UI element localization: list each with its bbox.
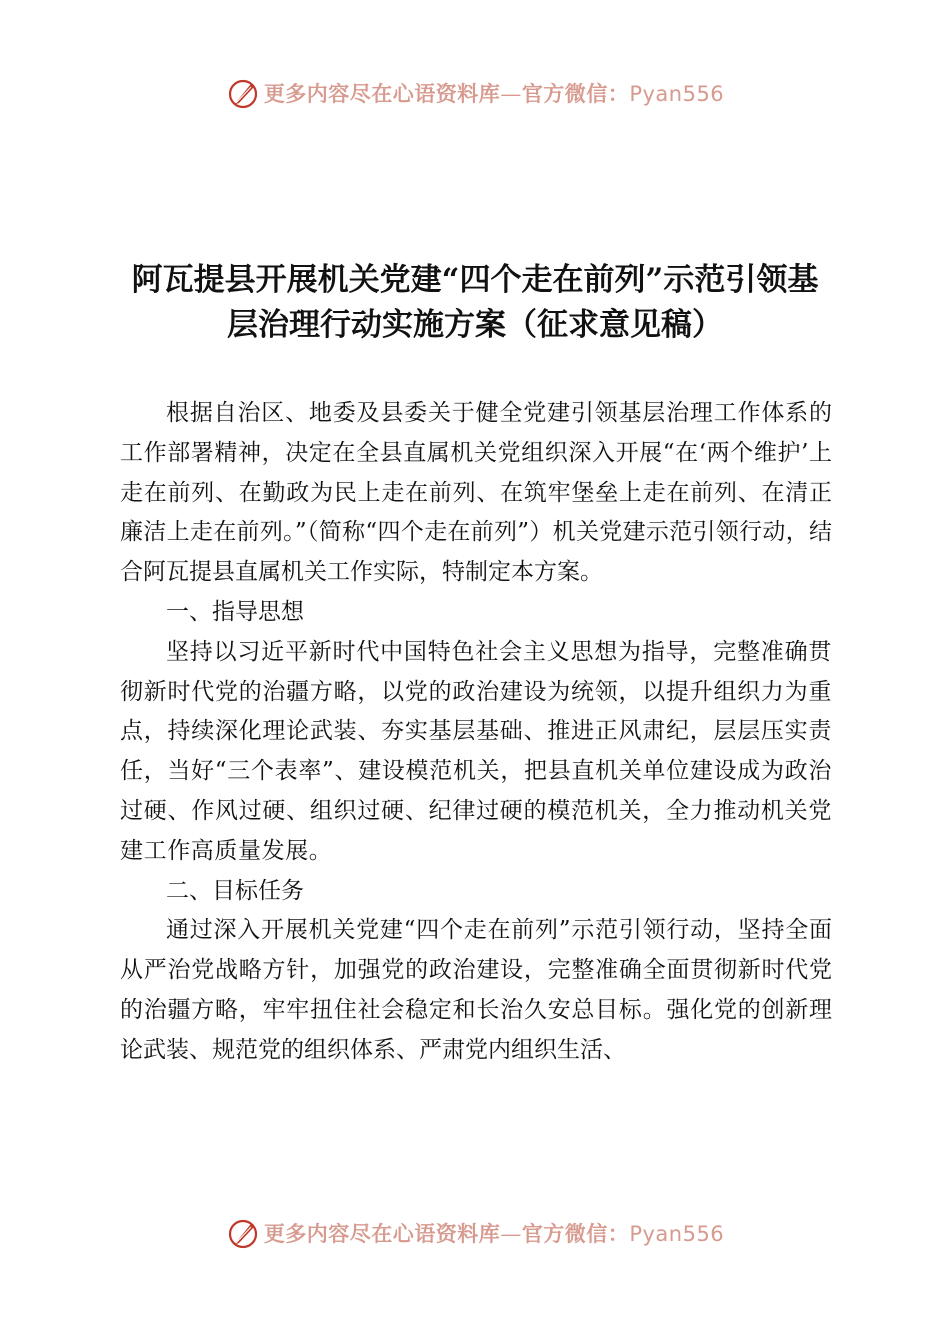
- section-heading-guiding-ideology: 一、指导思想: [166, 598, 304, 625]
- red-feather-pen-icon: [226, 76, 260, 110]
- watermark-wechat-id: Pyan556: [629, 1222, 725, 1246]
- title-line-2: 层治理行动实施方案（征求意见稿）: [227, 307, 723, 343]
- footer-watermark: [0, 1211, 950, 1255]
- guiding-ideology-paragraph: 坚持以习近平新时代中国特色社会主义思想为指导，完整准确贯彻新时代党的治疆方略，以党的政治建设为统领，以提升组织力为重点，持续深化理论武装、夯实基层基础、推进正风肃纪，层层压实责任，当好“三个表率”、建设模范机关，把县直机关单位建设成为政治过硬、作风过硬、组织过硬、纪律过硬的模范机关，全力推动机关党建工作高质量发展。: [120, 638, 832, 864]
- goals-tasks-paragraph: 通过深入开展机关党建“四个走在前列”示范引领行动，坚持全面从严治党战略方针，加强党的政治建设，完整准确全面贯彻新时代党的治疆方略，牢牢扭住社会稳定和长治久安总目标。强化党的创新理论武装、规范党的组织体系、严肃党内组织生活、: [120, 917, 832, 1063]
- red-feather-pen-icon: [226, 1216, 260, 1250]
- watermark-separator: —: [500, 82, 522, 106]
- document-body: [120, 394, 832, 1071]
- watermark-site: 更多内容尽在心语资料库: [263, 81, 501, 106]
- watermark-label: 官方微信：: [521, 81, 630, 106]
- title-line-1: 阿瓦提县开展机关党建“四个走在前列”示范引领基: [131, 262, 819, 298]
- watermark-site: 更多内容尽在心语资料库: [263, 1221, 501, 1246]
- watermark-label: 官方微信：: [521, 1221, 630, 1246]
- document-title: [90, 258, 860, 348]
- section-heading-goals-tasks: 二、目标任务: [166, 877, 304, 904]
- intro-paragraph: 根据自治区、地委及县委关于健全党建引领基层治理工作体系的工作部署精神，决定在全县直属机关党组织深入开展“在‘两个维护’上走在前列、在勤政为民上走在前列、在筑牢堡垒上走在前列、在清正廉洁上走在前列。”（简称“四个走在前列”）机关党建示范引领行动，结合阿瓦提县直属机关工作实际，特制定本方案。: [120, 400, 832, 586]
- watermark-separator: —: [500, 1222, 522, 1246]
- watermark-wechat-id: Pyan556: [629, 82, 725, 106]
- header-watermark: [0, 71, 950, 115]
